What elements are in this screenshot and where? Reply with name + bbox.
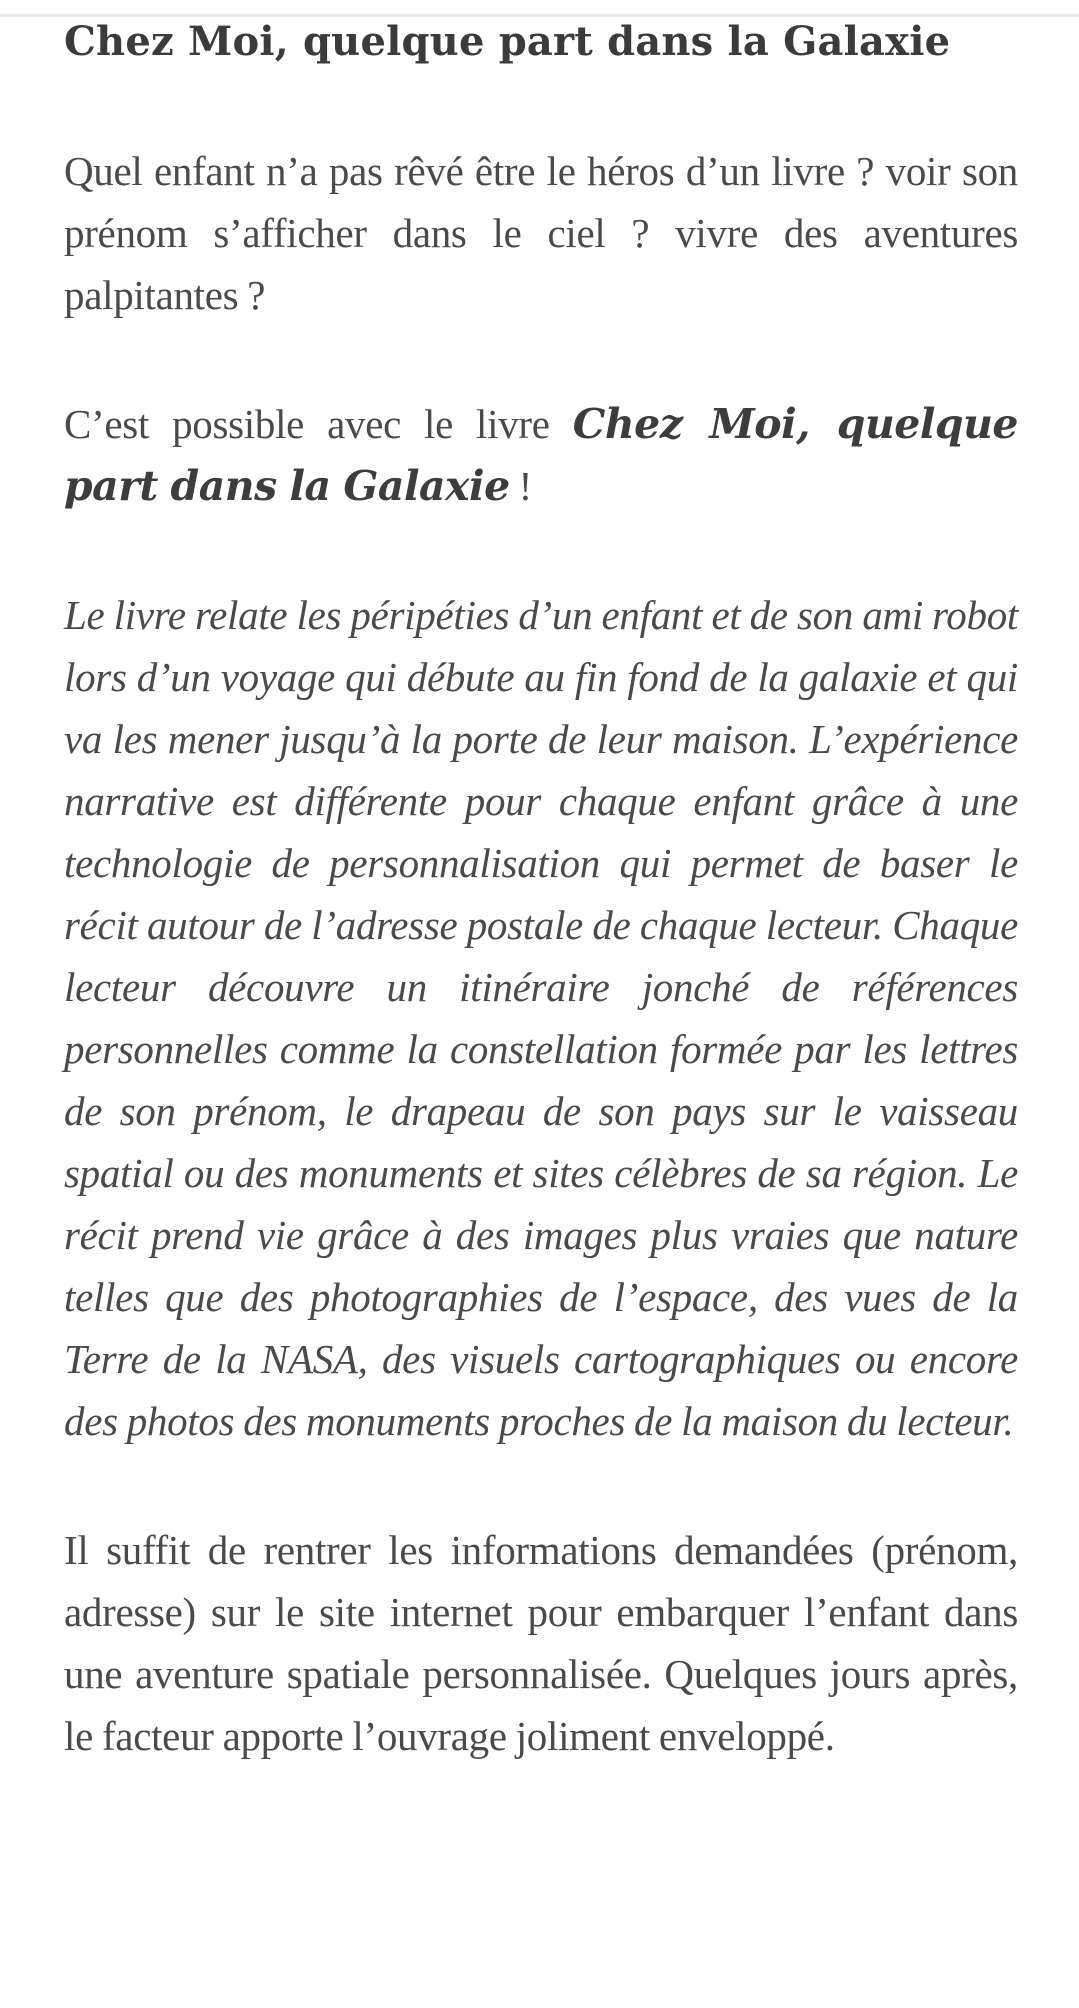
paragraph-intro-questions-text: Quel enfant n’a pas rêvé être le héros d’un livre ? voir son prénom s’afficher dans le ciel ? vivre des aventures palpitantes ? <box>64 148 1018 318</box>
article <box>0 11 1079 1767</box>
paragraph-ordering-info-text: Il suffit de rentrer les informations demandées (prénom, adresse) sur le site internet pour embarquer l’enfant dans une aventure spatiale personnalisée. Quelques jours après, le facteur apporte l’ouvrage joliment enveloppé. <box>64 1527 1018 1759</box>
paragraph-book-possible-lead: C’est possible avec le livre <box>64 401 573 447</box>
book-title-emphasis: Chez Moi, quelque part dans la Galaxie <box>64 400 1018 510</box>
paragraph-book-description <box>64 584 1018 1452</box>
article-title: Chez Moi, quelque part dans la Galaxie <box>64 18 951 65</box>
paragraph-book-description-text: Le livre relate les péripéties d’un enfant et de son ami robot lors d’un voyage qui débute au fin fond de la galaxie et qui va les mener jusqu’à la porte de leur maison. L’expérience narrative est différente pour chaque enfant grâce à une technologie de personnalisation qui permet de baser le récit autour de l’adresse postale de chaque lecteur. Chaque lecteur découvre un itinéraire jonché de références personnelles comme la constellation formée par les lettres de son prénom, le drapeau de son pays sur le vaisseau spatial ou des monuments et sites célèbres de sa région. Le récit prend vie grâce à des images plus vraies que nature telles que des photographies de l’espace, des vues de la Terre de la NASA, des visuels cartographiques ou encore des photos des monuments proches de la maison du lecteur. <box>64 592 1018 1444</box>
paragraph-intro-questions <box>64 140 1018 326</box>
paragraph-book-possible <box>64 393 1018 517</box>
paragraph-ordering-info <box>64 1519 1018 1767</box>
paragraph-book-possible-exclamation: ! <box>509 463 532 509</box>
